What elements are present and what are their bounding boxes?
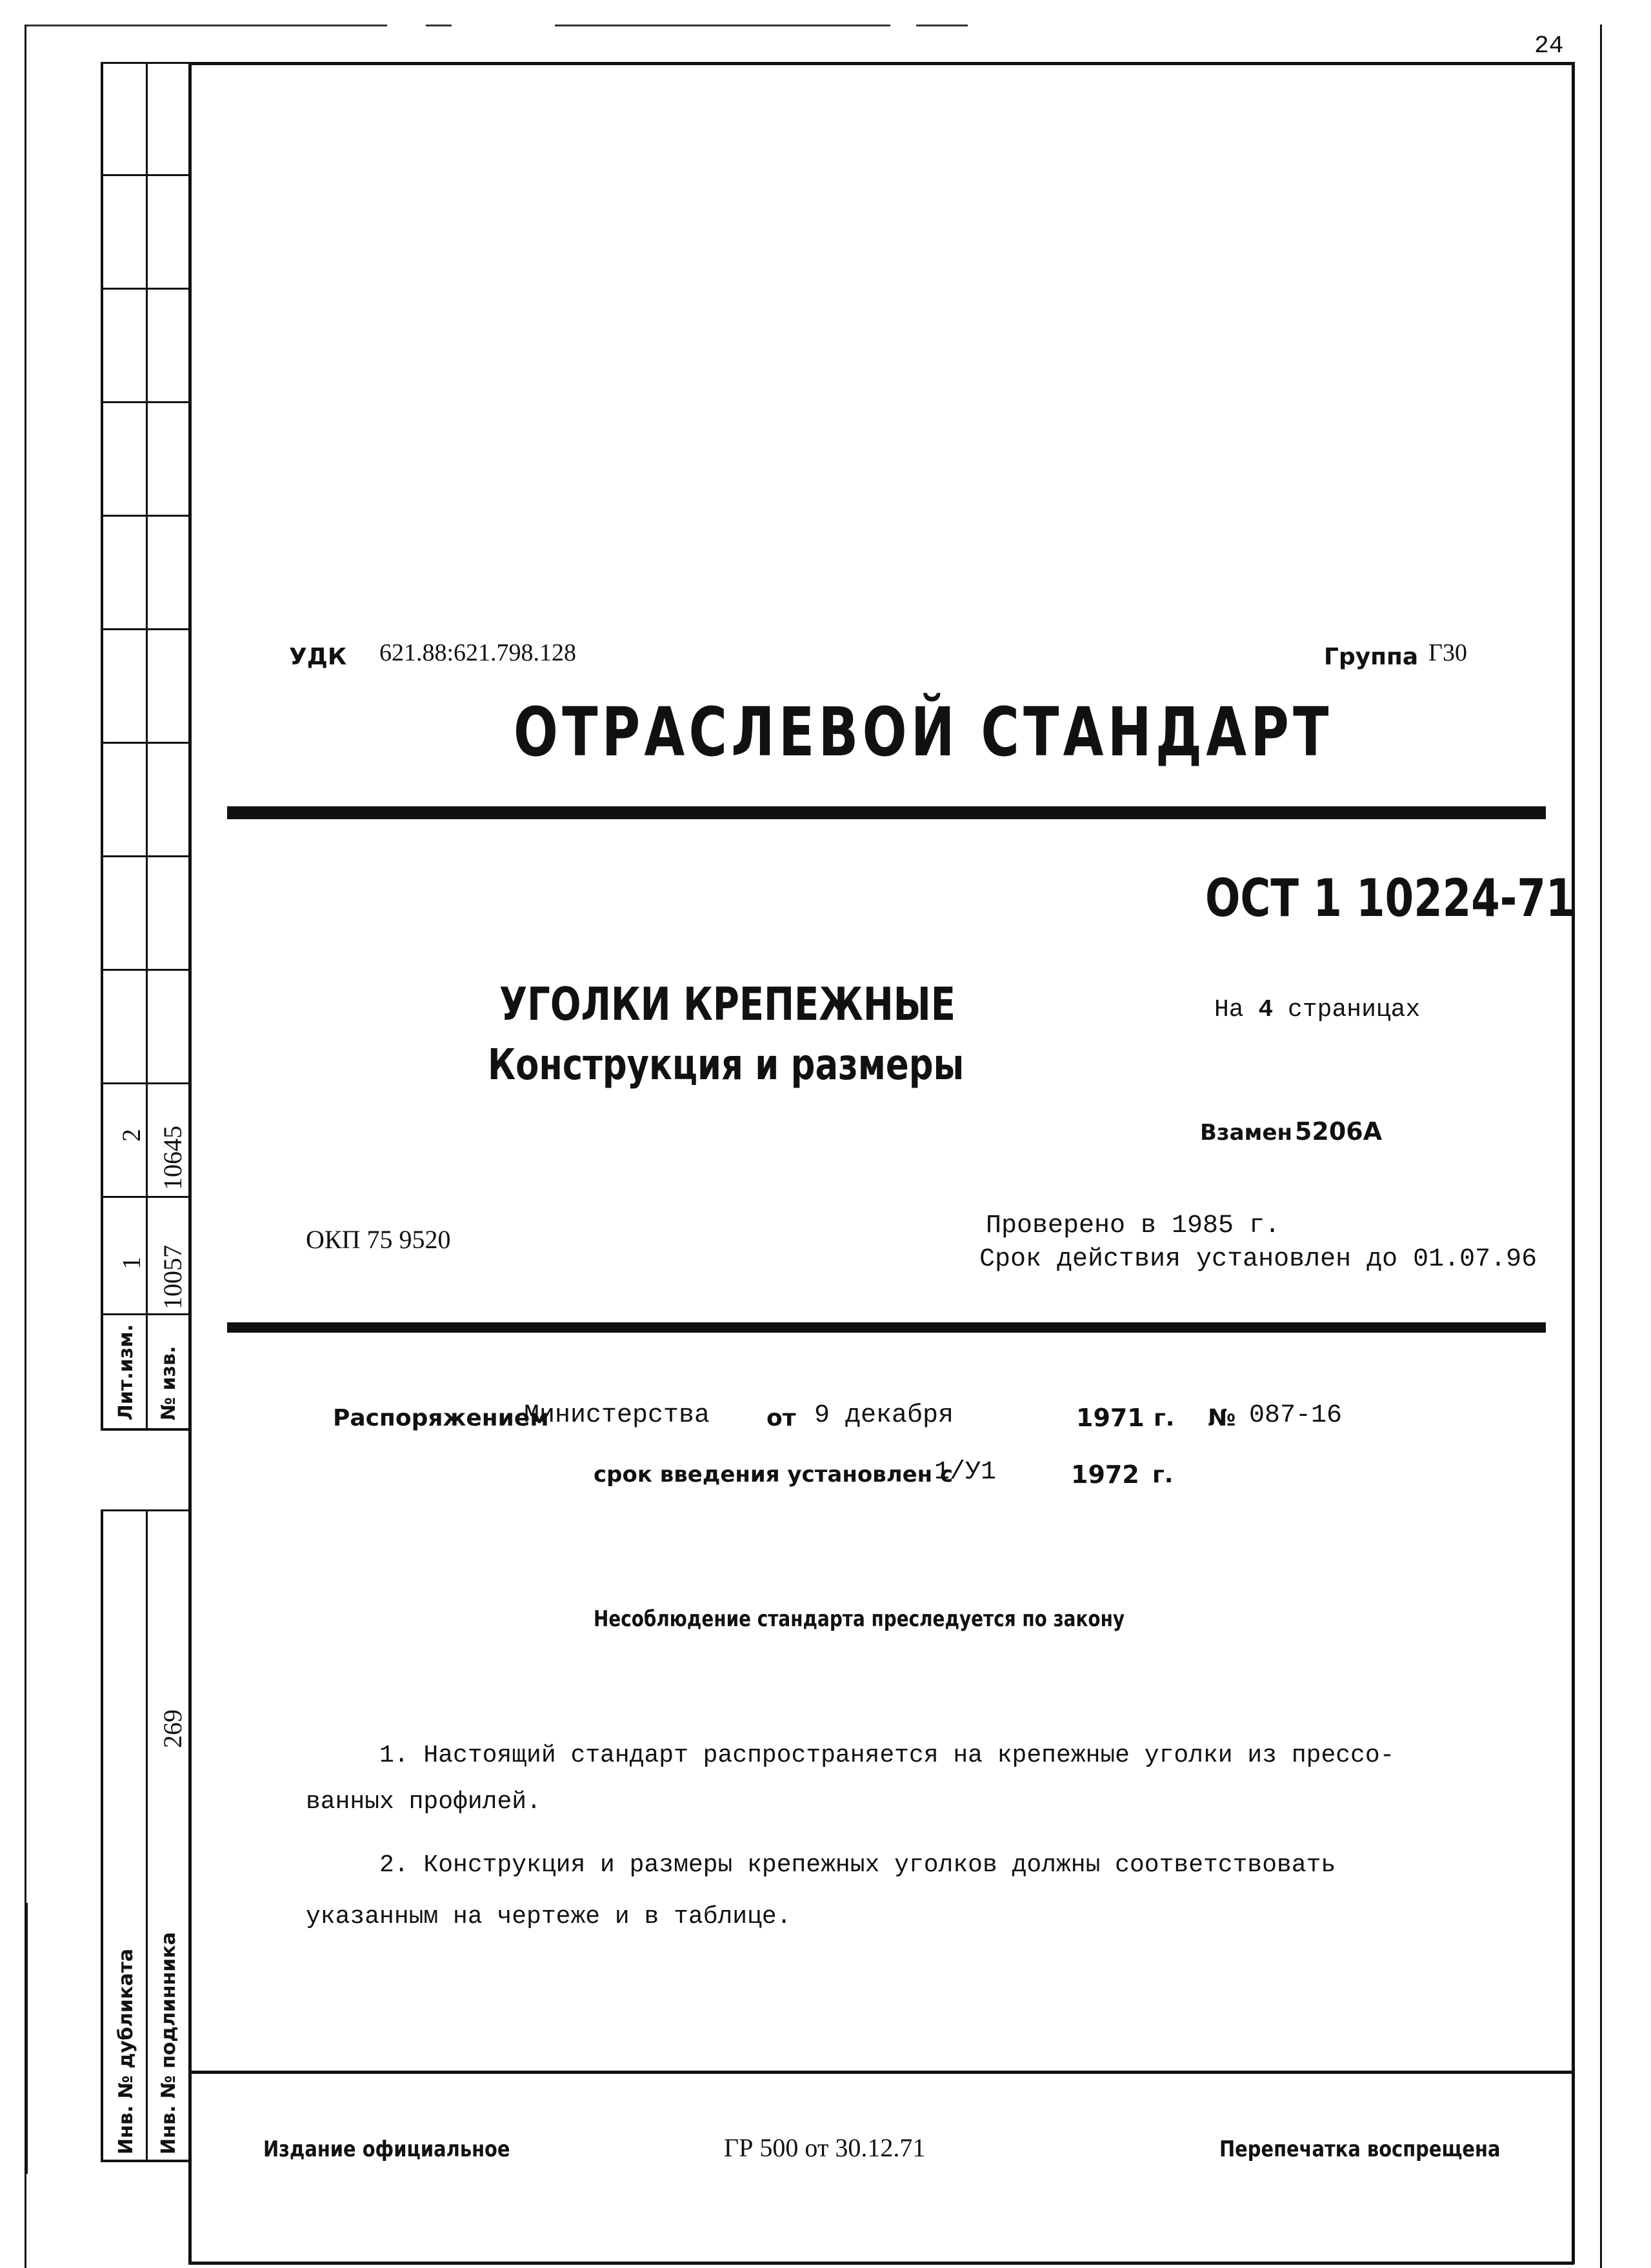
top-edge-dash <box>916 25 968 26</box>
warning: Несоблюдение стандарта преследуется по закону <box>594 1606 1125 1632</box>
footer-rule <box>191 2071 1573 2074</box>
replaces-label: Взамен <box>1200 1120 1292 1146</box>
validity: Срок действия установлен до 01.07.96 <box>979 1245 1537 1274</box>
side-no-2: 10645 <box>158 1126 187 1190</box>
pages-info <box>1214 996 1420 1024</box>
top-edge-dash <box>426 25 452 26</box>
intro-label: срок введения установлен с <box>594 1462 954 1487</box>
side-inv-dup-label: Инв. № дубликата <box>115 1948 137 2154</box>
side-inv-orig-label: Инв. № подлинника <box>157 1932 180 2154</box>
udk-label: УДК <box>289 644 347 670</box>
side-lit-label: Лит.изм. <box>115 1324 137 1420</box>
frame-right <box>1572 62 1575 2264</box>
frame-top <box>188 62 1574 65</box>
frame-bottom <box>188 2262 1574 2265</box>
paragraph2-line2: указанным на чертеже и в таблице. <box>306 1903 792 1931</box>
intro-year: 1972 <box>1071 1460 1139 1489</box>
side-no-1: 10057 <box>158 1245 187 1309</box>
order-date: 9 декабря <box>814 1401 954 1430</box>
paragraph2-line1: 2. Конструкция и размеры крепежных уголков должны соответствовать <box>379 1851 1336 1879</box>
order-year: 1971 <box>1076 1404 1145 1432</box>
order-year-suffix: г. <box>1154 1405 1175 1431</box>
top-edge-dash <box>555 25 890 26</box>
header-title: ОТРАСЛЕВОЙ СТАНДАРТ <box>514 693 1333 771</box>
doc-title: УГОЛКИ КРЕПЕЖНЫЕ <box>499 978 956 1031</box>
doc-subtitle: Конструкция и размеры <box>488 1040 965 1089</box>
ost-number: ОСТ 1 10224-71 <box>1205 868 1575 928</box>
side-inv-orig-value: 269 <box>158 1709 187 1748</box>
footer-left: Издание официальное <box>263 2136 510 2162</box>
pages-prefix: На <box>1214 996 1244 1024</box>
pages-suffix: страницах <box>1288 996 1421 1024</box>
outer-right-edge <box>1600 25 1602 2268</box>
order-ministry: Министерства <box>524 1401 710 1430</box>
paragraph1-line2: ванных профилей. <box>306 1788 541 1816</box>
side-lit-2: 2 <box>117 1129 146 1142</box>
okp: ОКП 75 9520 <box>306 1225 451 1254</box>
order-number-label: № <box>1208 1405 1236 1431</box>
replaces-value: 5206А <box>1294 1117 1383 1146</box>
title-rule <box>227 806 1546 819</box>
order-label: Распоряжением <box>333 1405 549 1431</box>
order-rule <box>227 1322 1546 1333</box>
side-table-top <box>101 62 191 1431</box>
side-lit-1: 1 <box>117 1257 146 1269</box>
left-edge-mark <box>25 1903 28 2174</box>
checked: Проверено в 1985 г. <box>986 1211 1281 1240</box>
order-from: от <box>766 1405 796 1431</box>
replaces <box>1200 1117 1382 1146</box>
udk-value: 621.88:621.798.128 <box>379 639 577 666</box>
side-no-label: № изв. <box>157 1346 180 1420</box>
group-value: Г30 <box>1428 639 1467 666</box>
footer-right: Перепечатка воспрещена <box>1219 2136 1501 2162</box>
paragraph1-line1: 1. Настоящий стандарт распространяется на крепежные уголки из прессо- <box>379 1742 1395 1769</box>
top-edge-dash <box>26 25 387 26</box>
order-number: 087-16 <box>1249 1401 1343 1430</box>
pages-count: 4 <box>1258 996 1274 1024</box>
page-number: 24 <box>1534 32 1564 60</box>
footer-center: ГР 500 от 30.12.71 <box>724 2133 926 2162</box>
intro-date: 1/У1 <box>934 1458 997 1487</box>
group-label: Группа <box>1324 644 1419 670</box>
intro-year-suffix: г. <box>1152 1462 1174 1488</box>
